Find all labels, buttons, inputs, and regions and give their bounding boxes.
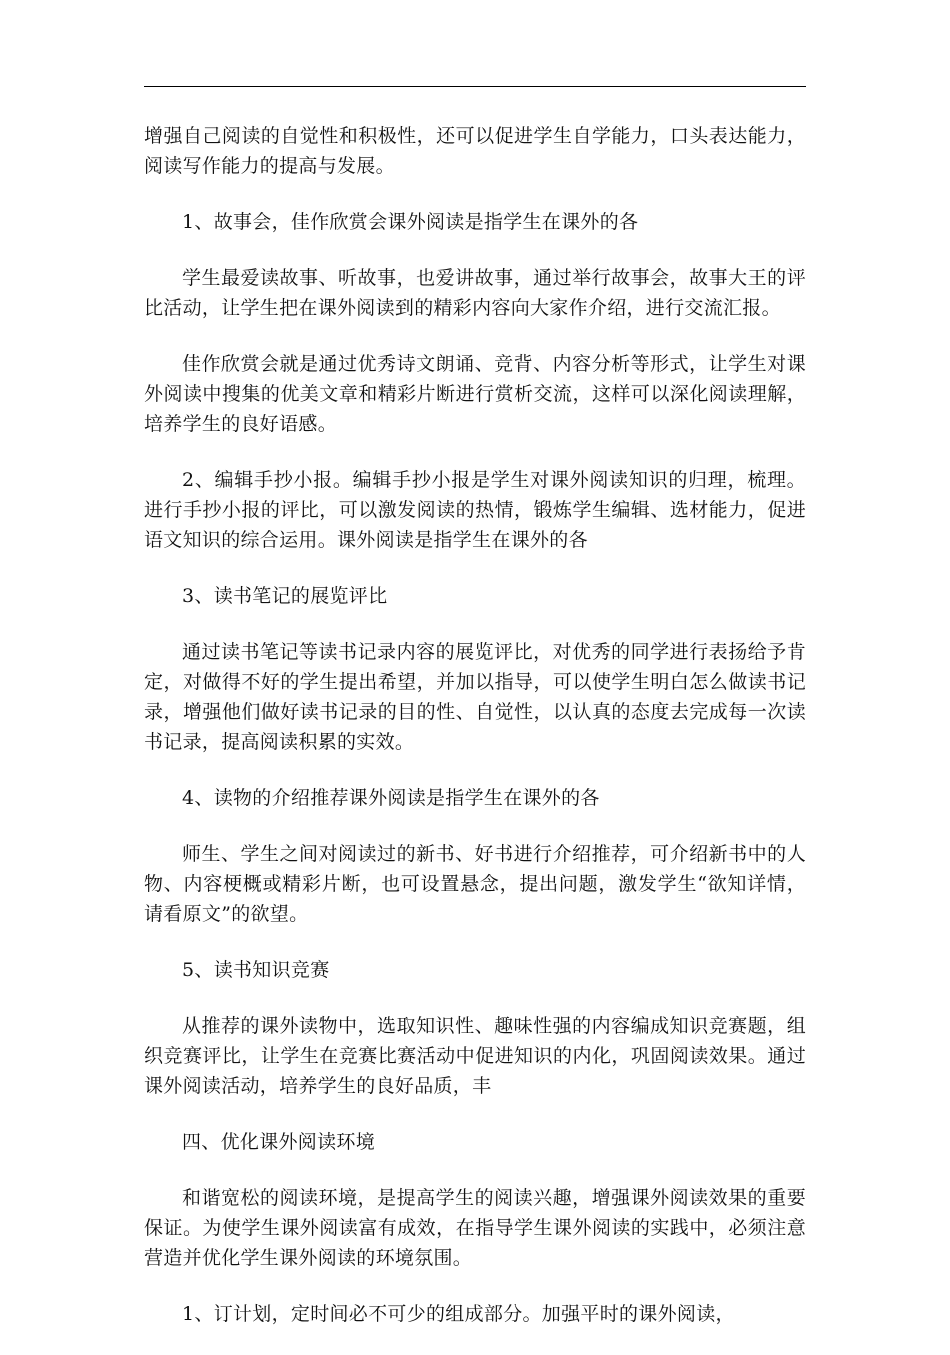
- paragraph-story-meeting: 学生最爱读故事、听故事，也爱讲故事，通过举行故事会，故事大王的评比活动，让学生把在课外阅读到的精彩内容向大家作介绍，进行交流汇报。: [144, 267, 806, 319]
- paragraph-heading-section-four: 四、优化课外阅读环境: [182, 1131, 376, 1153]
- paragraph-appreciation-meeting: 佳作欣赏会就是通过优秀诗文朗诵、竞背、内容分析等形式，让学生对课外阅读中搜集的优美文章和精彩片断进行赏析交流，这样可以深化阅读理解，培养学生的良好语感。: [144, 353, 806, 435]
- paragraph-plan-schedule: 1、订计划，定时间必不可少的组成部分。加强平时的课外阅读，: [182, 1303, 735, 1325]
- paragraph-heading-knowledge-contest: 5、读书知识竞赛: [182, 959, 330, 981]
- paragraph-heading-reading-notes: 3、读书笔记的展览评比: [182, 585, 388, 607]
- paragraph-reading-environment: 和谐宽松的阅读环境，是提高学生的阅读兴趣，增强课外阅读效果的重要保证。为使学生课外阅读富有成效，在指导学生课外阅读的实践中，必须注意营造并优化学生课外阅读的环境氛围。: [144, 1187, 806, 1269]
- header-rule: [144, 86, 806, 87]
- paragraph-heading-book-recommendation: 4、读物的介绍推荐课外阅读是指学生在课外的各: [182, 787, 600, 809]
- paragraph-reading-notes: 通过读书笔记等读书记录内容的展览评比，对优秀的同学进行表扬给予肯定，对做得不好的学生提出希望，并加以指导，可以使学生明白怎么做读书记录，增强他们做好读书记录的目的性、自觉性，以认真的态度去完成每一次读书记录，提高阅读积累的实效。: [144, 641, 806, 753]
- paragraph-continuation: 增强自己阅读的自觉性和积极性，还可以促进学生自学能力，口头表达能力，阅读写作能力的提高与发展。: [144, 125, 806, 177]
- paragraph-handwritten-newspaper: 2、编辑手抄小报。编辑手抄小报是学生对课外阅读知识的归理，梳理。进行手抄小报的评比，可以激发阅读的热情，锻炼学生编辑、选材能力，促进语文知识的综合运用。课外阅读是指学生在课外的各: [144, 469, 806, 551]
- document-body: [144, 121, 806, 1355]
- paragraph-knowledge-contest: 从推荐的课外读物中，选取知识性、趣味性强的内容编成知识竞赛题，组织竞赛评比，让学生在竞赛比赛活动中促进知识的内化，巩固阅读效果。通过课外阅读活动，培养学生的良好品质，丰: [144, 1015, 806, 1097]
- paragraph-book-recommendation: 师生、学生之间对阅读过的新书、好书进行介绍推荐，可介绍新书中的人物、内容梗概或精彩片断，也可设置悬念，提出问题，激发学生“欲知详情，请看原文”的欲望。: [144, 843, 806, 925]
- paragraph-heading-story-meeting: 1、故事会，佳作欣赏会课外阅读是指学生在课外的各: [182, 211, 639, 233]
